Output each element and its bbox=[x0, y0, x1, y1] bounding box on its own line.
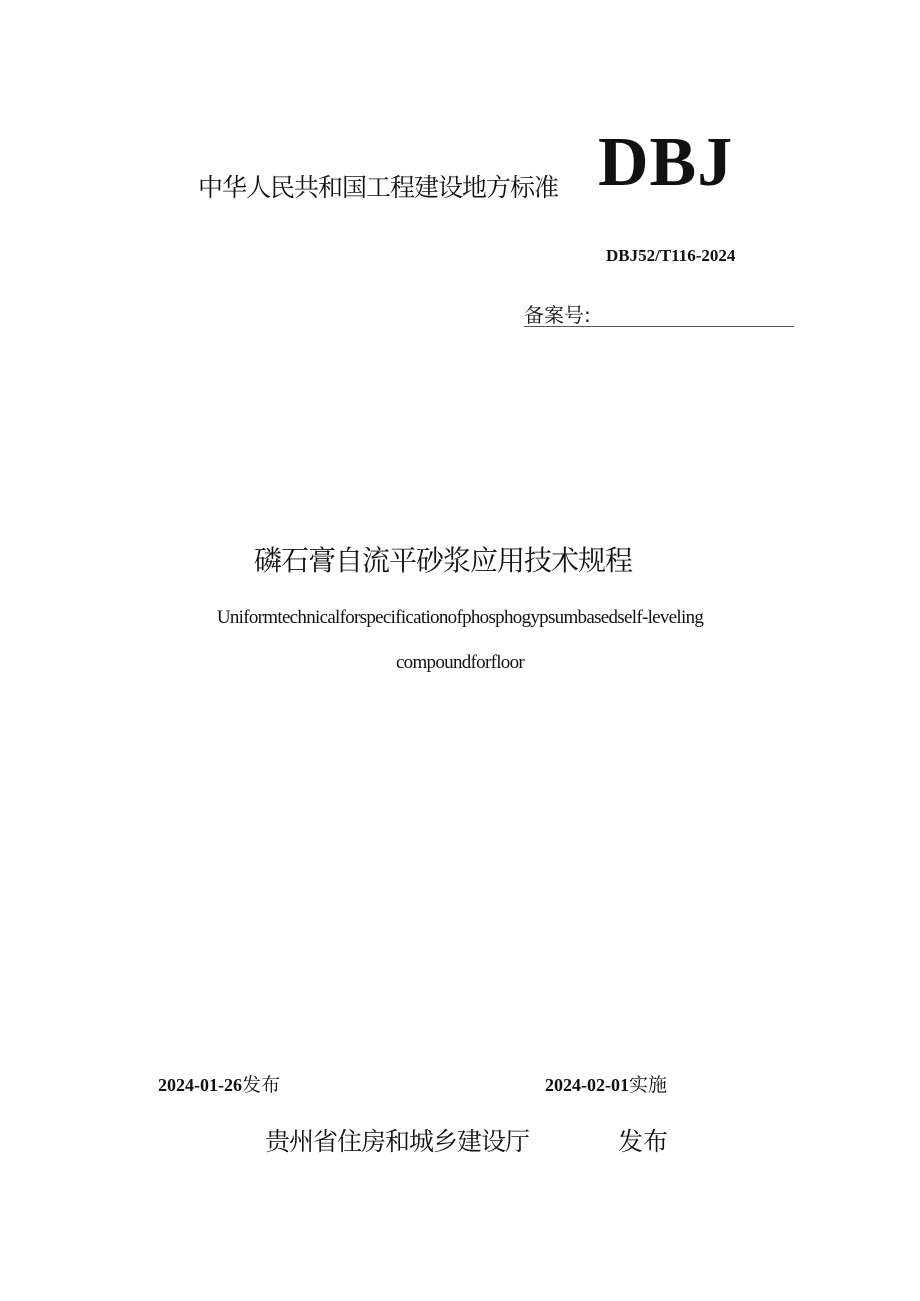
issuer-name: 贵州省住房和城乡建设厅 bbox=[265, 1127, 530, 1156]
standard-category: 中华人民共和国工程建设地方标准 bbox=[198, 173, 559, 202]
effective-date: 2024-02-01 bbox=[545, 1075, 629, 1095]
effective-label: 实施 bbox=[629, 1074, 668, 1096]
document-title-en-line2: compoundforfloor bbox=[395, 652, 525, 673]
standard-code: DBJ52/T116-2024 bbox=[606, 246, 736, 265]
issue-label: 发布 bbox=[242, 1074, 281, 1096]
record-number-line bbox=[524, 326, 794, 327]
document-title-en-line1: Uniformtechnicalforspecificationofphosphogypsumbasedself-leveling bbox=[216, 607, 704, 628]
issue-date: 2024-01-26 bbox=[158, 1075, 242, 1095]
effective-date-block bbox=[545, 1070, 667, 1097]
document-title-cn: 磷石膏自流平砂浆应用技术规程 bbox=[254, 544, 633, 577]
record-number-label: 备案号: bbox=[524, 303, 591, 327]
dbj-mark: DBJ bbox=[598, 124, 734, 201]
issue-date-block bbox=[158, 1070, 280, 1097]
issuer-action: 发布 bbox=[618, 1127, 669, 1156]
